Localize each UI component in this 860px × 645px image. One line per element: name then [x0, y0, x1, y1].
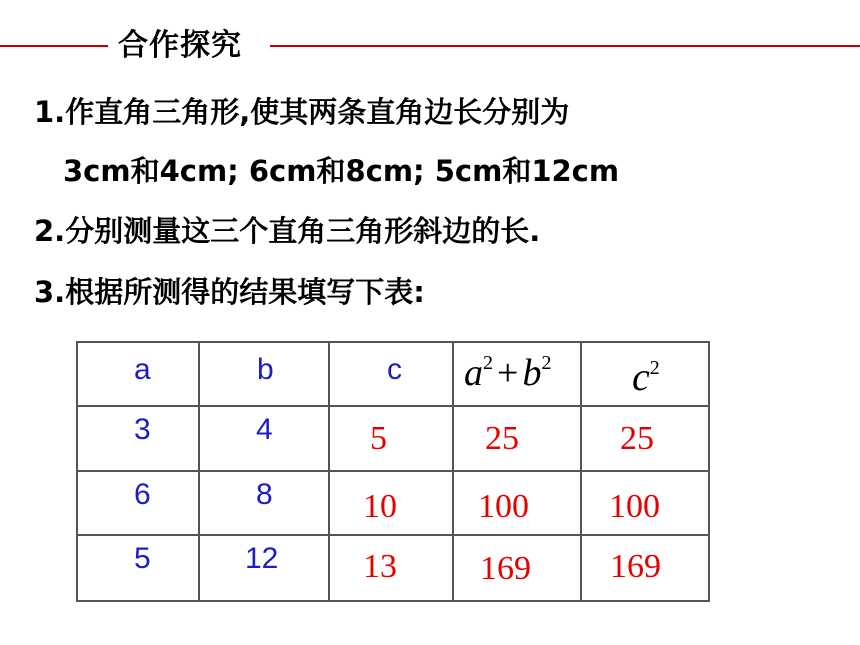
cell-a: 6 [134, 477, 151, 511]
cell-b: 8 [256, 477, 273, 511]
instruction-line-2: 3cm和4cm; 6cm和8cm; 5cm和12cm [63, 154, 620, 188]
cell-csq-answer: 169 [610, 548, 661, 586]
instruction-line-4: 3.根据所测得的结果填写下表: [34, 275, 425, 309]
header-cell-c [329, 342, 453, 406]
cell-csq-answer: 100 [609, 487, 660, 525]
header-cell-a2-plus-b2 [453, 342, 581, 406]
title-rule-right [270, 45, 860, 47]
header-cell-b [199, 342, 329, 406]
results-table [76, 341, 710, 602]
instruction-line-1: 1.作直角三角形,使其两条直角边长分别为 [34, 95, 570, 129]
header-cell-c2 [581, 342, 709, 406]
instruction-line-3: 2.分别测量这三个直角三角形斜边的长. [34, 214, 541, 248]
cell-sum-answer: 25 [485, 420, 519, 458]
table-header-row [77, 342, 709, 406]
cell-c-answer: 5 [370, 420, 387, 458]
formula-a2-plus-b2: $a^2 + b^2$ [464, 352, 552, 394]
table-row [77, 535, 709, 601]
title-rule-left [0, 45, 108, 47]
cell-c-answer: 13 [363, 548, 397, 586]
cell-b: 4 [256, 413, 273, 447]
header-a: a [134, 353, 151, 386]
cell-c-answer: 10 [363, 487, 397, 525]
cell-a: 5 [134, 542, 151, 576]
page-title: 合作探究 [118, 28, 242, 63]
cell-sum-answer: 169 [480, 550, 531, 588]
cell-csq-answer: 25 [620, 420, 654, 458]
cell-a: 3 [134, 413, 151, 447]
table-row [77, 471, 709, 535]
table-row [77, 406, 709, 470]
formula-c2: $c^2$ [632, 354, 660, 399]
header-cell-a [77, 342, 199, 406]
cell-b: 12 [245, 542, 279, 576]
cell-sum-answer: 100 [478, 487, 529, 525]
header-c: c [387, 353, 402, 386]
header-b: b [257, 353, 274, 386]
